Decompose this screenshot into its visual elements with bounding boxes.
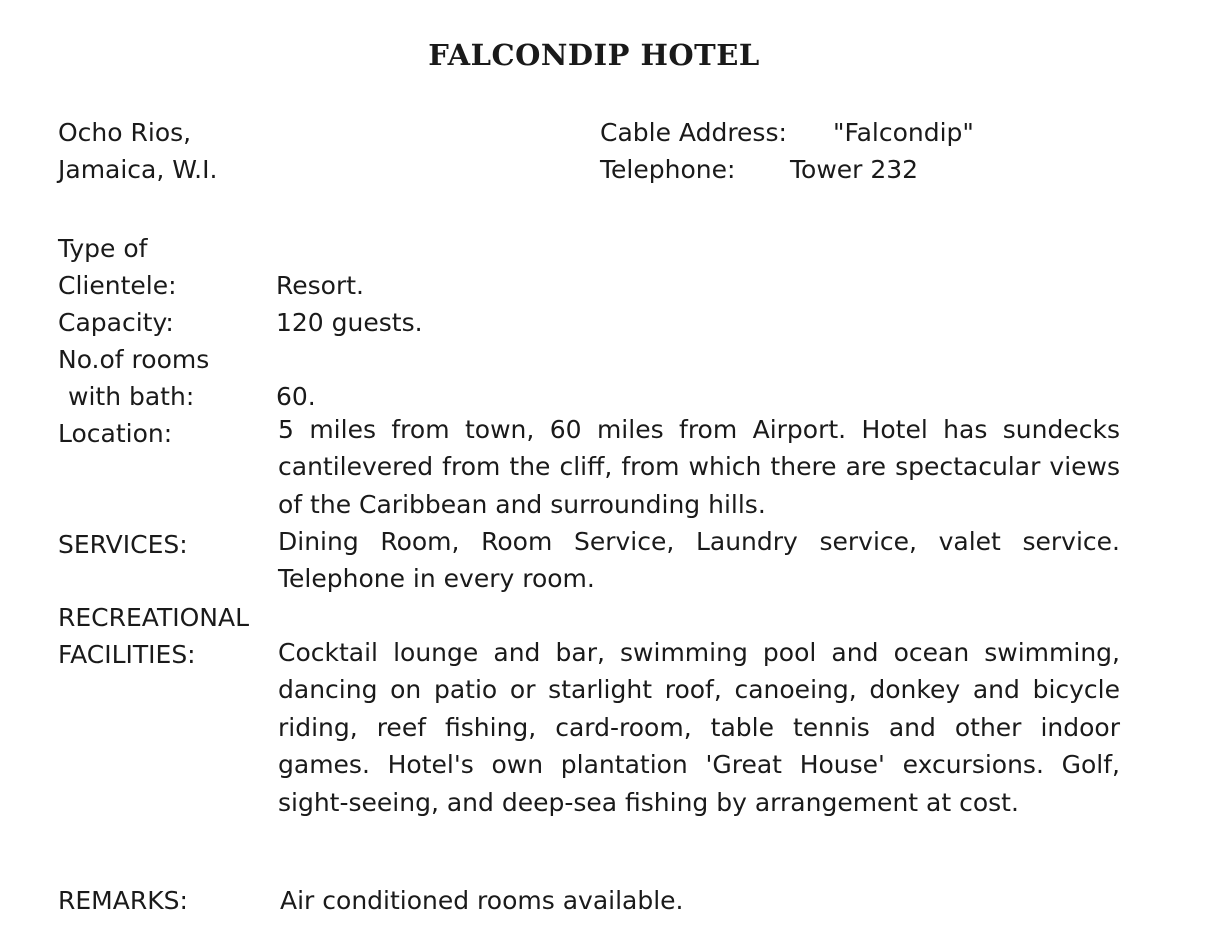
telephone-label: Telephone: bbox=[600, 155, 736, 184]
location-value: 5 miles from town, 60 miles from Airport. Hotel has sundecks cantilevered from the cliff, from which there are spectacular views of the Caribbean and surrounding hills. bbox=[278, 415, 1120, 519]
address-line-2: Jamaica, W.I. bbox=[58, 155, 218, 184]
services-label: SERVICES: bbox=[58, 530, 188, 559]
recreational-label: RECREATIONAL bbox=[58, 603, 250, 632]
address-line-1: Ocho Rios, bbox=[58, 118, 192, 147]
rooms-label-line-1: No.of rooms bbox=[58, 345, 210, 374]
facilities-value: Cocktail lounge and bar, swimming pool and ocean swimming, dancing on patio or starlight roof, canoeing, donkey and bicycle riding, reef fishing, card-room, table tennis and other indoor games. Hotel's own plantation 'Great House' excursions. Golf, sight-seeing, and deep-sea fishing by arrangement at cost. bbox=[278, 638, 1120, 817]
telephone-value: Tower 232 bbox=[790, 155, 919, 184]
location-label: Location: bbox=[58, 419, 173, 448]
clientele-value: Resort. bbox=[276, 271, 364, 300]
rooms-value: 60. bbox=[276, 382, 316, 411]
cable-address-label: Cable Address: bbox=[600, 118, 787, 147]
capacity-value: 120 guests. bbox=[276, 308, 423, 337]
remarks-label: REMARKS: bbox=[58, 886, 188, 915]
services-value: Dining Room, Room Service, Laundry service, valet service. Telephone in every room. bbox=[278, 527, 1120, 594]
capacity-label: Capacity: bbox=[58, 308, 174, 337]
cable-address-value: "Falcondip" bbox=[833, 118, 974, 147]
clientele-label: Clientele: bbox=[58, 271, 177, 300]
hotel-name-title: FALCONDIP HOTEL bbox=[428, 38, 760, 72]
type-of-label: Type of bbox=[58, 234, 148, 263]
remarks-value: Air conditioned rooms available. bbox=[280, 886, 684, 915]
facilities-label: FACILITIES: bbox=[58, 640, 196, 669]
rooms-label-line-2: with bath: bbox=[68, 382, 195, 411]
